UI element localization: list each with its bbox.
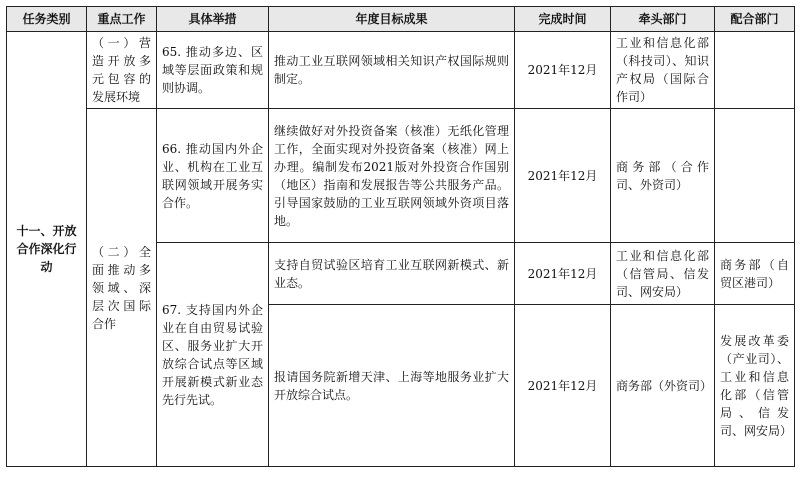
task-category-cell: 十一、开放合作深化行动 <box>7 32 87 467</box>
key-work-cell: （二）全面推动多领域、深层次国际合作 <box>87 109 157 467</box>
coop-dept-cell: 商务部（自贸区港司） <box>715 243 795 305</box>
measure-cell: 66. 推动国内外企业、机构在工业互联网领域开展务实合作。 <box>157 109 269 243</box>
lead-dept-cell: 商务部（合作司、外资司） <box>611 109 715 243</box>
deadline-cell: 2021年12月 <box>515 243 611 305</box>
coop-dept-cell <box>715 109 795 243</box>
goal-cell: 报请国务院新增天津、上海等地服务业扩大开放综合试点。 <box>269 305 515 467</box>
header-row <box>7 7 795 32</box>
header-lead-dept: 牵头部门 <box>611 7 715 32</box>
measure-cell: 65. 推动多边、区域等层面政策和规则协调。 <box>157 32 269 109</box>
lead-dept-cell: 商务部（外资司） <box>611 305 715 467</box>
goal-cell: 继续做好对外投资备案（核准）无纸化管理工作，全面实现对外投资备案（核准）网上办理。编制发布2021版对外投资合作国别（地区）指南和发展报告等公共服务产品。引导国家鼓励的工业互联网领域外资项目落地。 <box>269 109 515 243</box>
header-measure: 具体举措 <box>157 7 269 32</box>
lead-dept-cell: 工业和信息化部（信管局、信发司、网安局） <box>611 243 715 305</box>
action-plan-table <box>6 6 795 467</box>
coop-dept-cell <box>715 32 795 109</box>
header-task-category: 任务类别 <box>7 7 87 32</box>
deadline-cell: 2021年12月 <box>515 109 611 243</box>
lead-dept-cell: 工业和信息化部（科技司）、知识产权局（国际合作司） <box>611 32 715 109</box>
coop-dept-cell: 发展改革委（产业司）、工业和信息化部（信管局、信发司、网安局） <box>715 305 795 467</box>
header-annual-goal: 年度目标成果 <box>269 7 515 32</box>
goal-cell: 支持自贸试验区培育工业互联网新模式、新业态。 <box>269 243 515 305</box>
table-row <box>7 109 795 243</box>
header-coop-dept: 配合部门 <box>715 7 795 32</box>
header-deadline: 完成时间 <box>515 7 611 32</box>
goal-cell: 推动工业互联网领域相关知识产权国际规则制定。 <box>269 32 515 109</box>
key-work-cell: （一）营造开放多元包容的发展环境 <box>87 32 157 109</box>
table-row <box>7 32 795 109</box>
header-key-work: 重点工作 <box>87 7 157 32</box>
deadline-cell: 2021年12月 <box>515 32 611 109</box>
deadline-cell: 2021年12月 <box>515 305 611 467</box>
measure-cell: 67. 支持国内外企业在自由贸易试验区、服务业扩大开放综合试点等区域开展新模式新业态先行先试。 <box>157 243 269 467</box>
